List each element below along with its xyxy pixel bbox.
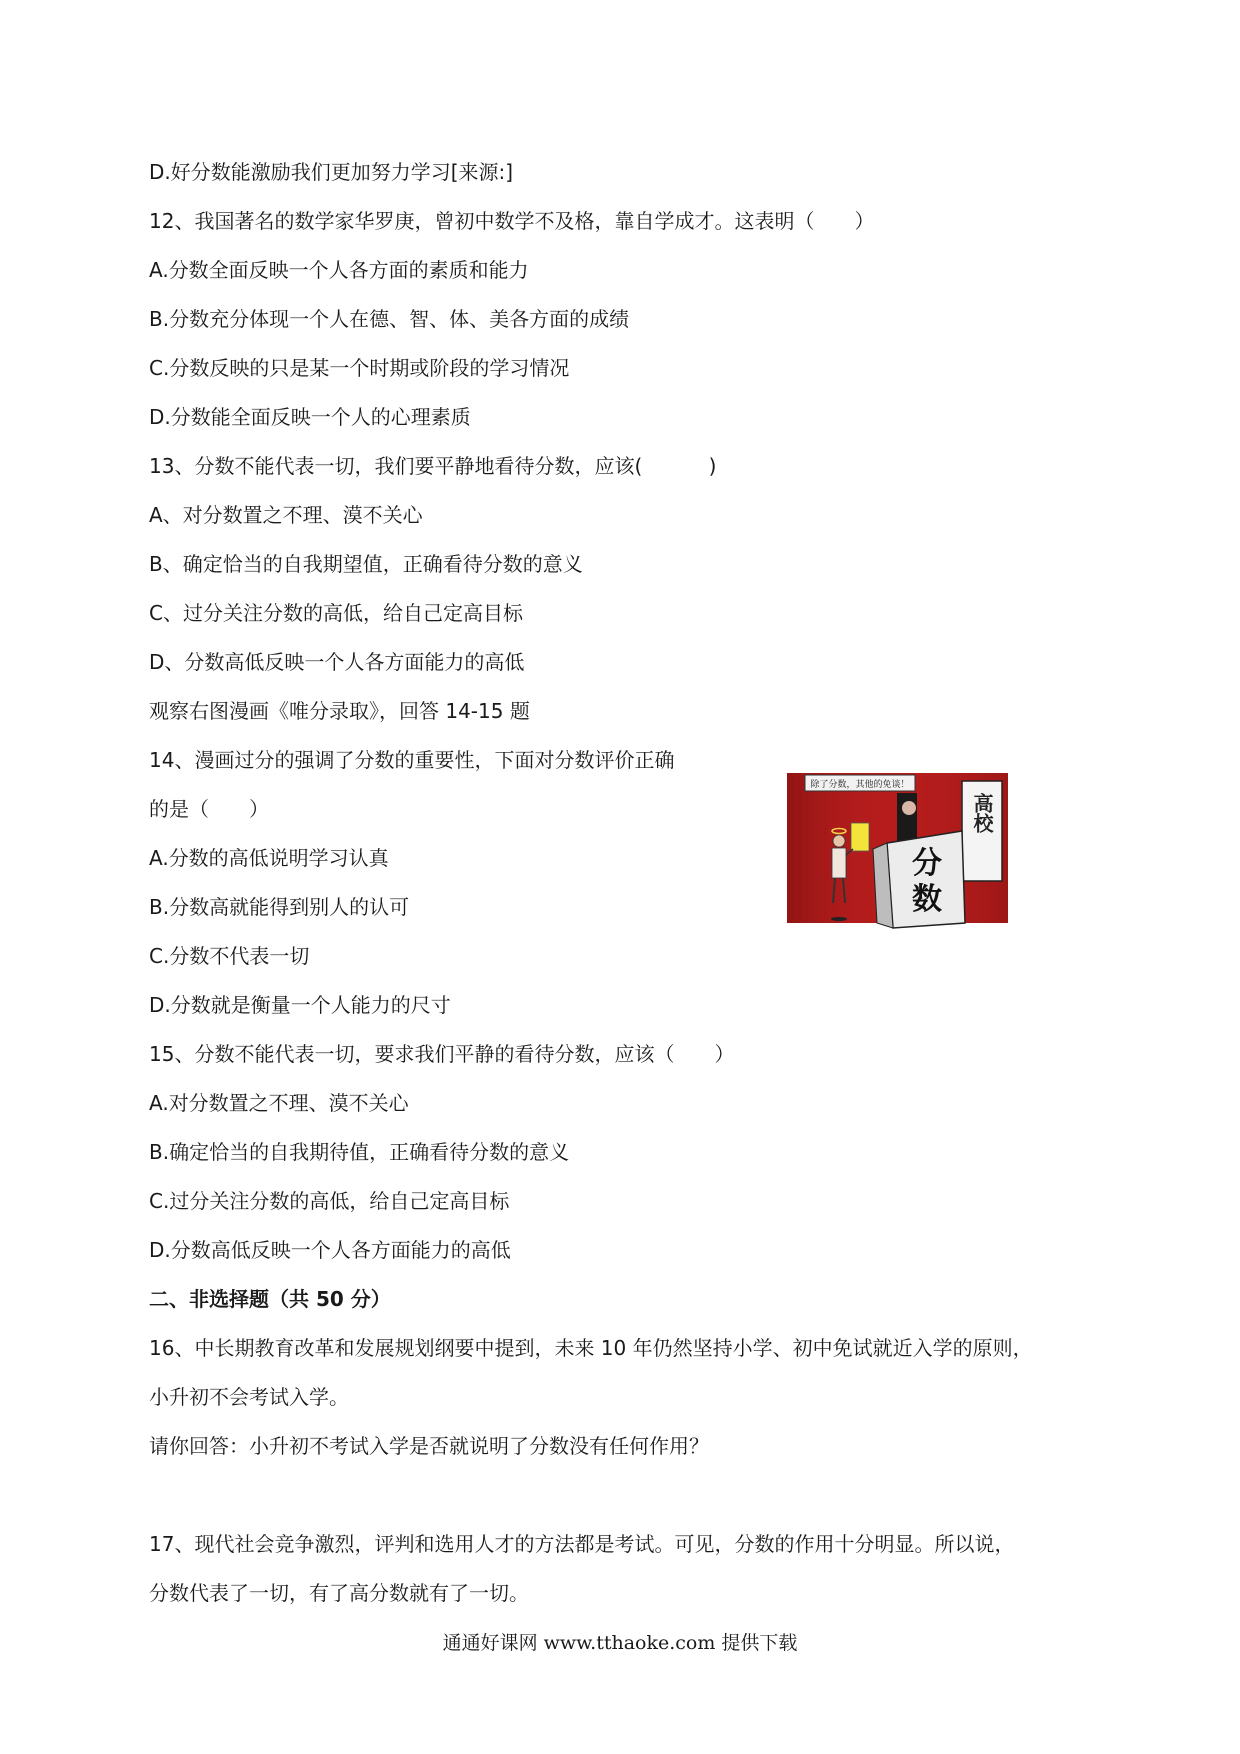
option-14a: A.分数的高低说明学习认真 bbox=[149, 846, 389, 870]
option-15d: D.分数高低反映一个人各方面能力的高低 bbox=[149, 1238, 511, 1262]
cartoon-speech: 除了分数，其他的免谈！ bbox=[810, 780, 910, 790]
cartoon-illustration bbox=[787, 773, 1008, 939]
option-15a: A.对分数置之不理、漠不关心 bbox=[149, 1091, 409, 1115]
option-13b: B、确定恰当的自我期望值，正确看待分数的意义 bbox=[149, 552, 583, 576]
option-12c: C.分数反映的只是某一个时期或阶段的学习情况 bbox=[149, 356, 570, 380]
box-character-top: 分 bbox=[912, 846, 942, 881]
cartoon-drawing bbox=[787, 773, 1008, 939]
option-12b: B.分数充分体现一个人在德、智、体、美各方面的成绩 bbox=[149, 307, 630, 331]
section-heading: 二、非选择题（共 50 分） bbox=[149, 1287, 391, 1311]
option-13c: C、过分关注分数的高低，给自己定高目标 bbox=[149, 601, 523, 625]
box-character-bottom: 数 bbox=[912, 882, 942, 917]
option-11d: D.好分数能激励我们更加努力学习[来源:] bbox=[149, 160, 514, 184]
cartoon-instruction: 观察右图漫画《唯分录取》，回答 14-15 题 bbox=[149, 699, 530, 723]
question-12: 12、我国著名的数学家华罗庚，曾初中数学不及格，靠自学成才。这表明（ ） bbox=[149, 209, 875, 233]
question-14: 14、漫画过分的强调了分数的重要性，下面对分数评价正确 bbox=[149, 748, 675, 772]
option-13d: D、分数高低反映一个人各方面能力的高低 bbox=[149, 650, 525, 674]
question-16-prompt: 请你回答：小升初不考试入学是否就说明了分数没有任何作用？ bbox=[149, 1434, 709, 1458]
question-16-cont: 小升初不会考试入学。 bbox=[149, 1385, 349, 1409]
question-17: 17、现代社会竞争激烈，评判和选用人才的方法都是考试。可见，分数的作用十分明显。所以说， bbox=[149, 1532, 1015, 1556]
option-14b: B.分数高就能得到别人的认可 bbox=[149, 895, 410, 919]
option-12a: A.分数全面反映一个人各方面的素质和能力 bbox=[149, 258, 529, 282]
option-15c: C.过分关注分数的高低，给自己定高目标 bbox=[149, 1189, 510, 1213]
page-footer: 通通好课网 www.tthaoke.com 提供下载 bbox=[442, 1632, 798, 1654]
question-17-cont: 分数代表了一切，有了高分数就有了一切。 bbox=[149, 1581, 529, 1605]
cartoon-sign: 高校 bbox=[970, 793, 994, 833]
option-15b: B.确定恰当的自我期待值，正确看待分数的意义 bbox=[149, 1140, 570, 1164]
question-15: 15、分数不能代表一切，要求我们平静的看待分数，应该（ ） bbox=[149, 1042, 735, 1066]
question-13: 13、分数不能代表一切，我们要平静地看待分数，应该( ) bbox=[149, 454, 717, 478]
option-12d: D.分数能全面反映一个人的心理素质 bbox=[149, 405, 471, 429]
option-14d: D.分数就是衡量一个人能力的尺寸 bbox=[149, 993, 451, 1017]
option-14c: C.分数不代表一切 bbox=[149, 944, 310, 968]
question-16: 16、中长期教育改革和发展规划纲要中提到，未来 10 年仍然坚持小学、初中免试就近入学的原则， bbox=[149, 1336, 1033, 1360]
option-13a: A、对分数置之不理、漠不关心 bbox=[149, 503, 423, 527]
question-14-cont: 的是（ ） bbox=[149, 797, 269, 821]
